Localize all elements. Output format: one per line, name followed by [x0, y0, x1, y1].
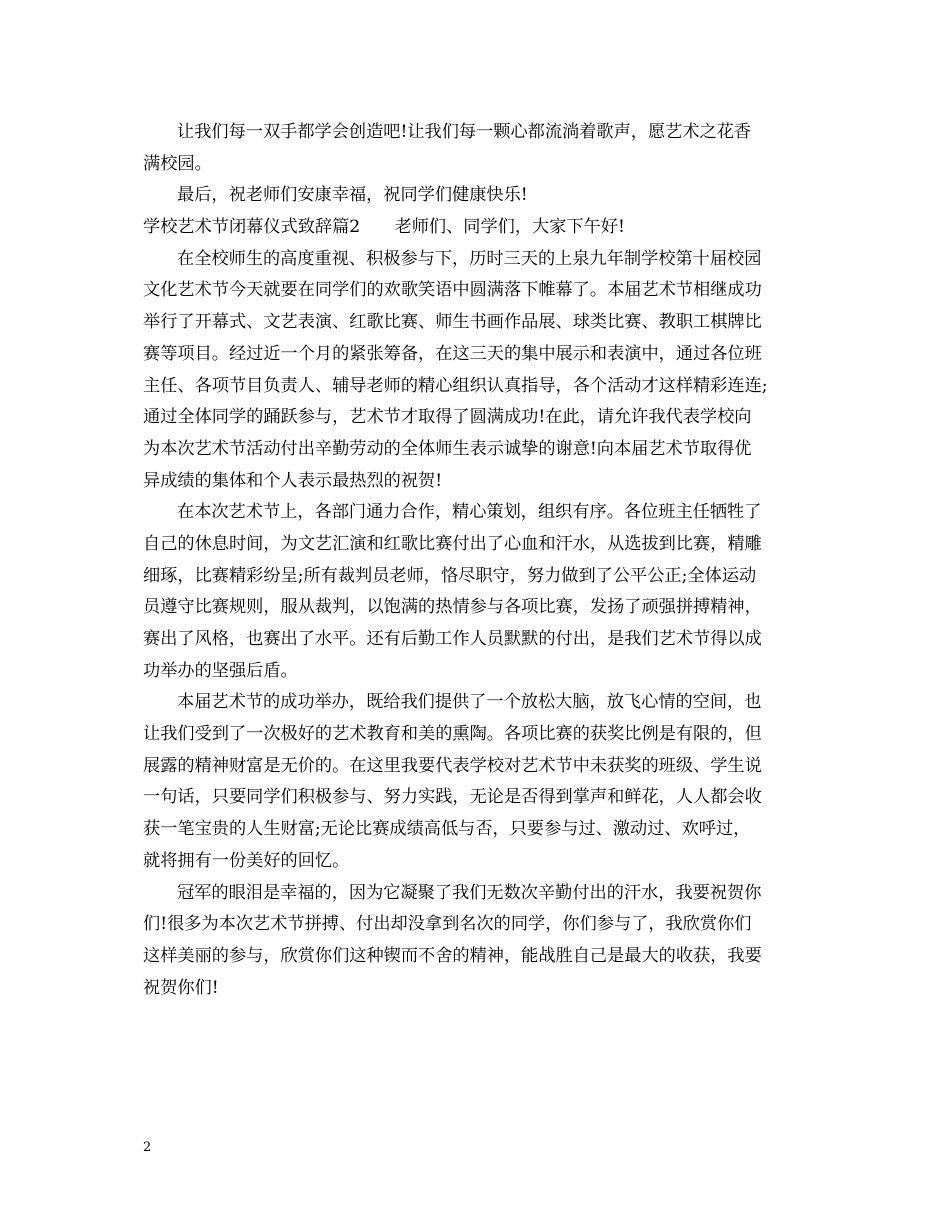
- text-line: 这样美丽的参与，欣赏你们这种锲而不舍的精神，能战胜自己是最大的收获，我要: [143, 945, 762, 966]
- text-line: 通过全体同学的踊跃参与，艺术节才取得了圆满成功!在此，请允许我代表学校向: [143, 407, 752, 428]
- text-line: 主任、各项节目负责人、辅导老师的精心组织认真指导，各个活动才这样精彩连连;: [143, 375, 768, 396]
- text-line: 在本次艺术节上，各部门通力合作，精心策划，组织有序。各位班主任牺牲了: [177, 502, 762, 523]
- text-line: 员遵守比赛规则，服从裁判，以饱满的热情参与各项比赛，发扬了顽强拼搏精神，: [143, 597, 762, 618]
- text-line: 一句话，只要同学们积极参与、努力实践，无论是否得到掌声和鲜花，人人都会收: [143, 787, 762, 808]
- text-line: 举行了开幕式、文艺表演、红歌比赛、师生书画作品展、球类比赛、教职工棋牌比: [143, 312, 762, 333]
- text-line: 就将拥有一份美好的回忆。: [143, 850, 350, 871]
- text-line: 满校园。: [143, 153, 212, 174]
- text-line: 本届艺术节的成功举办，既给我们提供了一个放松大脑，放飞心情的空间，也: [177, 692, 762, 713]
- text-line: 展露的精神财富是无价的。在这里我要代表学校对艺术节中未获奖的班级、学生说: [143, 755, 762, 776]
- text-line: 自己的休息时间，为文艺汇演和红歌比赛付出了心血和汗水，从选拔到比赛，精雕: [143, 533, 762, 554]
- text-line: 让我们每一双手都学会创造吧!让我们每一颗心都流淌着歌声，愿艺术之花香: [177, 122, 752, 142]
- body-text: [143, 117, 815, 1004]
- text-line: 细琢，比赛精彩纷呈;所有裁判员老师，恪尽职守，努力做到了公平公正;全体运动: [143, 565, 757, 586]
- text-line: 功举办的坚强后盾。: [143, 660, 298, 681]
- text-line: 让我们受到了一次极好的艺术教育和美的熏陶。各项比赛的获奖比例是有限的，但: [143, 724, 762, 745]
- text-line: 异成绩的集体和个人表示最热烈的祝贺!: [143, 470, 443, 491]
- text-line: 文化艺术节今天就要在同学们的欢歌笑语中圆满落下帷幕了。本届艺术节相继成功: [143, 280, 762, 301]
- page-number: 2: [143, 1140, 152, 1155]
- text-line: 们!很多为本次艺术节拼搏、付出却没拿到名次的同学，你们参与了，我欣赏你们: [143, 914, 752, 935]
- text-line: 赛出了风格，也赛出了水平。还有后勤工作人员默默的付出，是我们艺术节得以成: [143, 629, 762, 649]
- text-line: 在全校师生的高度重视、积极参与下，历时三天的上泉九年制学校第十届校园: [177, 248, 762, 269]
- text-line: 最后，祝老师们安康幸福，祝同学们健康快乐!: [177, 185, 528, 206]
- text-line: 学校艺术节闭幕仪式致辞篇2 老师们、同学们，大家下午好!: [143, 217, 625, 238]
- text-line: 获一笔宝贵的人生财富;无论比赛成绩高低与否，只要参与过、激动过、欢呼过，: [143, 819, 751, 840]
- text-line: 冠军的眼泪是幸福的，因为它凝聚了我们无数次辛勤付出的汗水，我要祝贺你: [177, 882, 762, 903]
- text-line: 祝贺你们!: [143, 977, 219, 998]
- text-line: 为本次艺术节活动付出辛勤劳动的全体师生表示诚挚的谢意!向本届艺术节取得优: [143, 438, 752, 459]
- text-line: 赛等项目。经过近一个月的紧张筹备，在这三天的集中展示和表演中，通过各位班: [143, 343, 762, 364]
